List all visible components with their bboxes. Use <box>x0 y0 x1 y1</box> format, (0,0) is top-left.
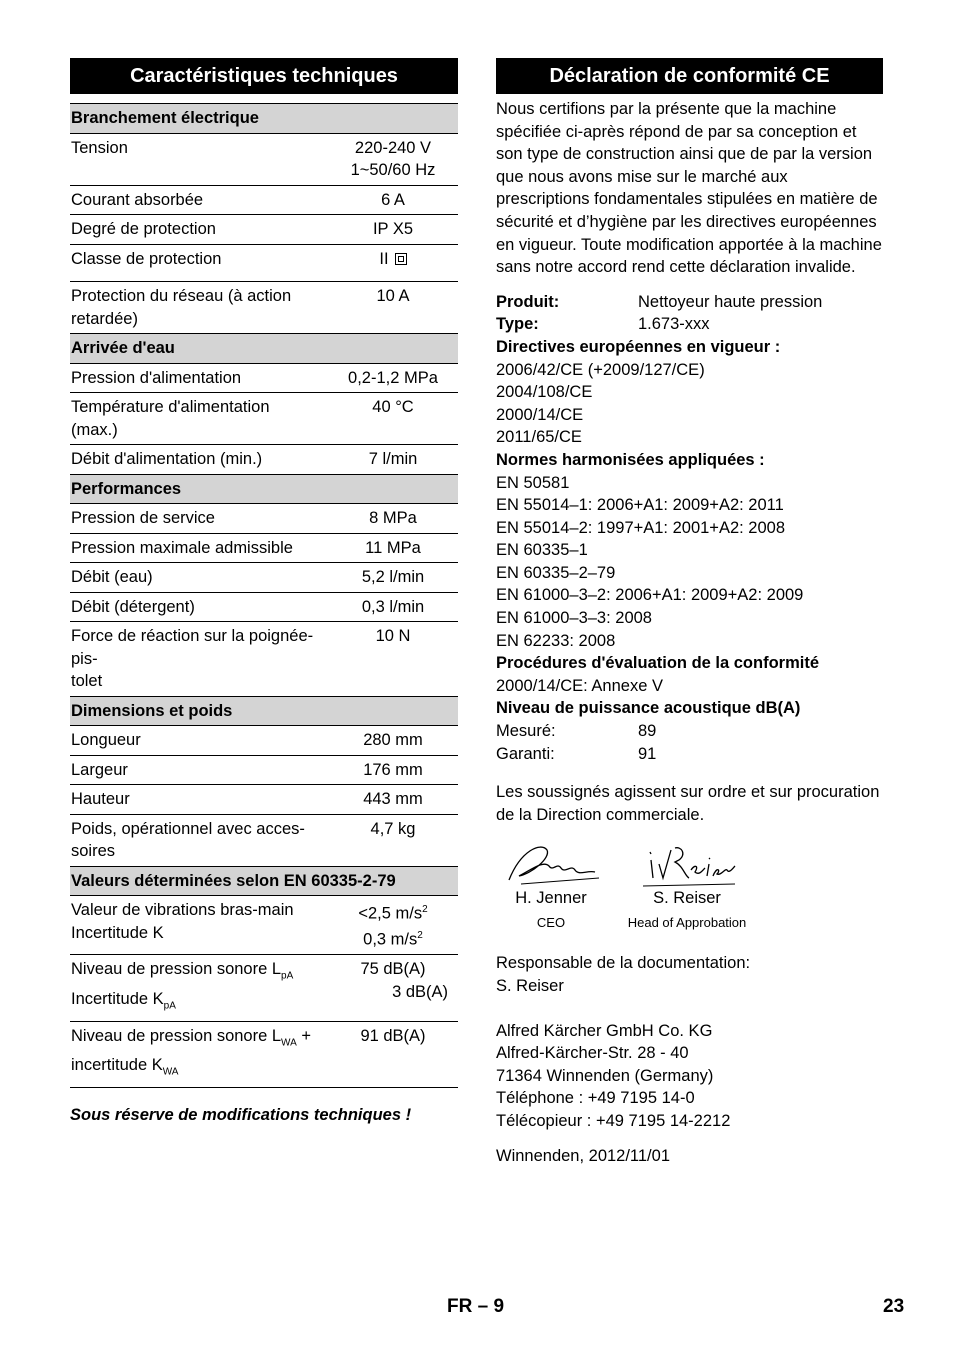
procedure-heading: Procédures d'évaluation de la conformité <box>496 654 820 673</box>
signature-reiser <box>622 840 752 934</box>
spec-label: Force de réaction sur la poignée-pis- tolet <box>70 622 327 697</box>
spec-row <box>70 955 458 1022</box>
spec-row <box>70 814 458 866</box>
ce-declaration-column <box>496 58 883 1167</box>
spec-label: Pression de service <box>70 504 327 534</box>
technical-data-column <box>70 58 458 1125</box>
spec-row <box>70 445 458 475</box>
spec-row <box>70 533 458 563</box>
spec-value: 7 l/min <box>327 445 458 475</box>
standard-item: EN 61000–3–3: 2008 <box>496 609 652 628</box>
spec-value: 6 A <box>327 185 458 215</box>
spec-row <box>70 563 458 593</box>
spec-label: Débit (eau) <box>70 563 327 593</box>
spec-row <box>70 592 458 622</box>
specs-table <box>70 103 458 1088</box>
guaranteed-line: Garanti: 91 <box>496 744 657 763</box>
spec-value: 220-240 V 1~50/60 Hz <box>327 133 458 185</box>
section-heading: Dimensions et poids <box>70 696 458 726</box>
spec-row <box>70 185 458 215</box>
spec-row <box>70 393 458 445</box>
spec-row <box>70 215 458 245</box>
section-heading: Valeurs déterminées selon EN 60335-2-79 <box>70 866 458 896</box>
standard-item: EN 62233: 2008 <box>496 631 616 650</box>
place-date: Winnenden, 2012/11/01 <box>496 1146 670 1165</box>
directive-item: 2011/65/CE <box>496 428 582 447</box>
spec-value: 91 dB(A) <box>327 1021 458 1088</box>
spec-row <box>70 896 458 955</box>
sound-heading: Niveau de puissance acoustique dB(A) <box>496 699 801 718</box>
spec-value: II <box>327 244 458 282</box>
standard-item: EN 60335–1 <box>496 541 588 560</box>
spec-label: Courant absorbée <box>70 185 327 215</box>
signature-reiser-image <box>637 840 737 888</box>
spec-label: Débit (détergent) <box>70 592 327 622</box>
spec-value: 10 N <box>327 622 458 697</box>
spec-value: 280 mm <box>327 726 458 756</box>
spec-row <box>70 504 458 534</box>
ce-declaration-title: Déclaration de conformité CE <box>496 58 883 94</box>
spec-value: 10 A <box>327 282 458 334</box>
directive-item: 2000/14/CE <box>496 405 584 424</box>
spec-value: 11 MPa <box>327 533 458 563</box>
spec-label: Poids, opérationnel avec acces- soires <box>70 814 327 866</box>
spec-label: Pression d'alimentation <box>70 363 327 393</box>
address-line: Alfred Kärcher GmbH Co. KG <box>496 1021 713 1040</box>
directives-heading: Directives européennes en vigueur : <box>496 337 781 356</box>
spec-label: Température d'alimentation (max.) <box>70 393 327 445</box>
spec-label: Degré de protection <box>70 215 327 245</box>
spec-value: 75 dB(A) 3 dB(A) <box>327 955 458 1022</box>
spec-label: Niveau de pression sonore $L_{pA}$ Incertitude $K_{pA}$ <box>70 955 327 1022</box>
spec-value: 8 MPa <box>327 504 458 534</box>
address-line: Télécopieur : +49 7195 14-2212 <box>496 1111 731 1130</box>
procedure-item: 2000/14/CE: Annexe V <box>496 676 663 695</box>
section-page-label: FR – 9 <box>447 1296 505 1317</box>
spec-row <box>70 363 458 393</box>
spec-value: IP X5 <box>327 215 458 245</box>
spec-value: 4,7 kg <box>327 814 458 866</box>
address-line: 71364 Winnenden (Germany) <box>496 1066 714 1085</box>
signatories-paragraph: Les soussignés agissent sur ordre et sur procuration de la Direction commerciale. <box>496 783 880 824</box>
signature-name: H. Jenner <box>515 889 587 907</box>
doc-responsible-label: Responsable de la documentation: <box>496 954 751 973</box>
spec-value: 5,2 l/min <box>327 563 458 593</box>
address-line: Alfred-Kärcher-Str. 28 - 40 <box>496 1044 689 1063</box>
spec-value: 0,3 l/min <box>327 592 458 622</box>
spec-row <box>70 1021 458 1088</box>
spec-label: Longueur <box>70 726 327 756</box>
modification-note: Sous réserve de modifications techniques ! <box>70 1106 412 1125</box>
signature-name: S. Reiser <box>653 889 721 907</box>
spec-label: Tension <box>70 133 327 185</box>
type-line: Type: 1.673-xxx <box>496 315 710 334</box>
standard-item: EN 61000–3–2: 2006+A1: 2009+A2: 2009 <box>496 586 804 605</box>
spec-label: Protection du réseau (à action retardée) <box>70 282 327 334</box>
standard-item: EN 55014–2: 1997+A1: 2001+A2: 2008 <box>496 518 785 537</box>
spec-label: Débit d'alimentation (min.) <box>70 445 327 475</box>
spec-row <box>70 755 458 785</box>
spec-label: Largeur <box>70 755 327 785</box>
spec-value: 40 °C <box>327 393 458 445</box>
spec-label: Hauteur <box>70 785 327 815</box>
signature-jenner <box>496 840 606 934</box>
spec-row <box>70 133 458 185</box>
signature-role: CEO <box>536 914 566 930</box>
section-heading: Arrivée d'eau <box>70 334 458 364</box>
signature-role: Head of Approbation <box>627 914 747 930</box>
spec-value: 176 mm <box>327 755 458 785</box>
address-line: Téléphone : +49 7195 14-0 <box>496 1089 695 1108</box>
spec-label: Pression maximale admissible <box>70 533 327 563</box>
section-heading: Branchement électrique <box>70 104 458 134</box>
spec-row <box>70 622 458 697</box>
spec-value: 443 mm <box>327 785 458 815</box>
spec-row <box>70 244 458 282</box>
protection-class-ii-icon <box>395 253 407 265</box>
section-heading: Performances <box>70 474 458 504</box>
signatures-block <box>496 834 883 944</box>
signature-jenner-image <box>501 840 601 888</box>
spec-row <box>70 726 458 756</box>
product-line: Produit: Nettoyeur haute pression <box>496 292 823 311</box>
spec-label: Niveau de pression sonore $L_{WA}$ + incertitude $K_{WA}$ <box>70 1021 327 1088</box>
page-number: 23 <box>883 1296 905 1317</box>
standards-heading: Normes harmonisées appliquées : <box>496 450 765 469</box>
intro-paragraph: Nous certifions par la présente que la machine spécifiée ci-après répond de par sa conception et son type de construction ainsi que de par la version que nous avons mise sur le marché aux prescriptions fondamentales stipulées en matière de sécurité et d’hygiène par les directives européennes en vigueur. Toute modification apportée à la machine sans notre accord rend cette déclaration invalide. <box>496 100 882 277</box>
spec-value: 0,2-1,2 MPa <box>327 363 458 393</box>
doc-responsible-name: S. Reiser <box>496 977 564 995</box>
standard-item: EN 60335–2–79 <box>496 563 616 582</box>
spec-value: <2,5 $m/s^2$ 0,3 $m/s^2$ <box>327 896 458 955</box>
technical-data-title: Caractéristiques techniques <box>70 58 458 94</box>
spec-row <box>70 785 458 815</box>
directive-item: 2004/108/CE <box>496 383 593 402</box>
standard-item: EN 50581 <box>496 473 570 492</box>
spec-row <box>70 282 458 334</box>
spec-label: Classe de protection <box>70 244 327 282</box>
spec-label: Valeur de vibrations bras-main Incertitude K <box>70 896 327 955</box>
measured-line: Mesuré: 89 <box>496 722 657 741</box>
standard-item: EN 55014–1: 2006+A1: 2009+A2: 2011 <box>496 496 784 515</box>
directive-item: 2006/42/CE (+2009/127/CE) <box>496 360 705 379</box>
